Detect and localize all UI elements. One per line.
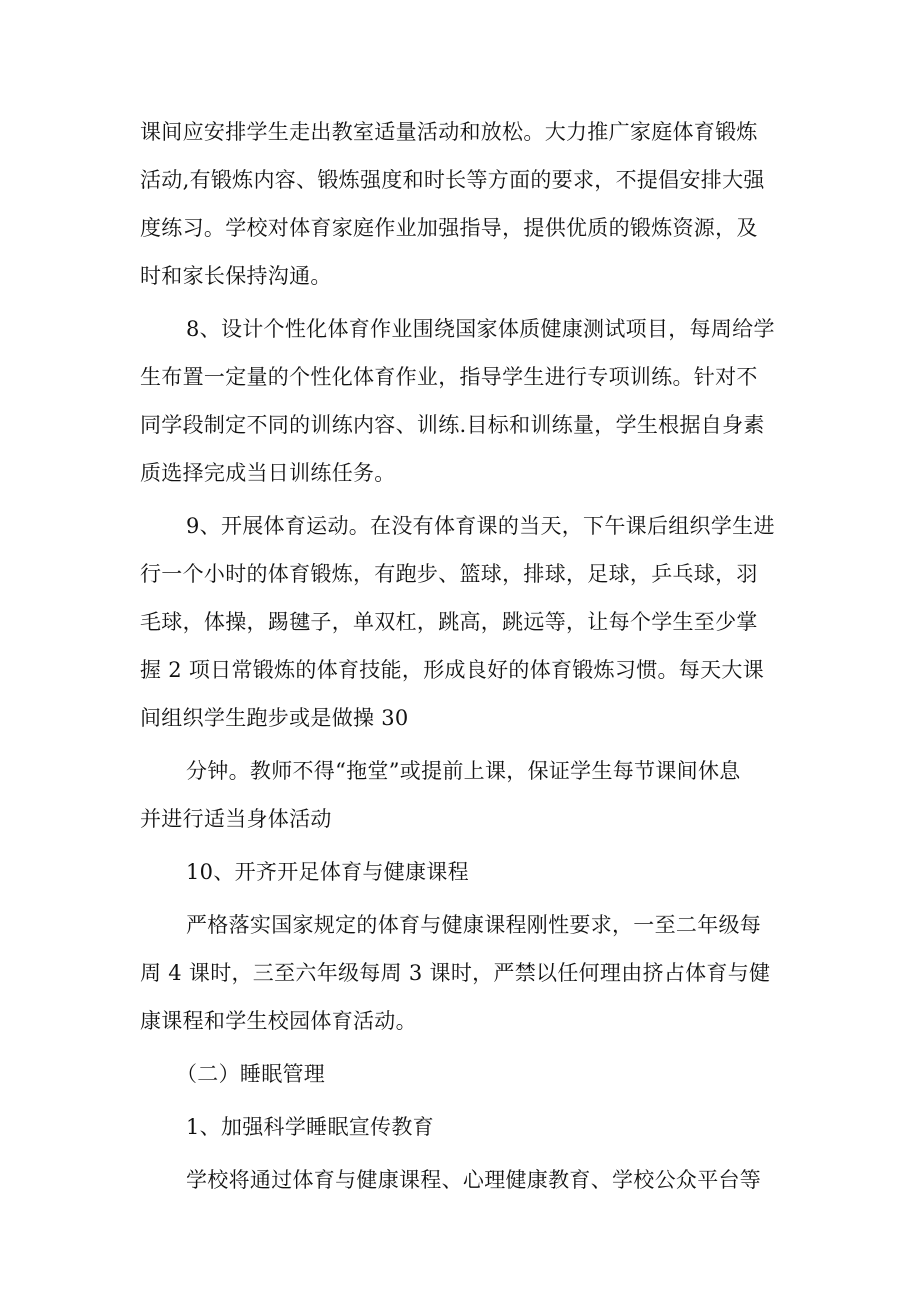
- text-line: 10、开齐开足体育与健康课程: [186, 860, 469, 884]
- section-heading-sleep-education: [140, 1103, 780, 1151]
- text-line: 严格落实国家规定的体育与健康课程刚性要求，一至二年级每: [186, 913, 762, 937]
- text-line: （二）睡眠管理: [176, 1062, 326, 1086]
- paragraph-no-overtime: [140, 747, 780, 843]
- text-line: 度练习。学校对体育家庭作业加强指导，提供优质的锻炼资源，及: [140, 216, 758, 240]
- paragraph-sleep-education: [140, 1156, 780, 1204]
- text-line: 课间应安排学生走出教室适量活动和放松。大力推广家庭体育锻炼: [140, 120, 758, 144]
- text-line: 康课程和学生校园体育活动。: [140, 1009, 417, 1033]
- text-line: 学校将通过体育与健康课程、心理健康教育、学校公众平台等: [186, 1168, 762, 1192]
- section-heading-sleep-management: [140, 1050, 780, 1098]
- text-line: 并进行适当身体活动: [140, 807, 332, 831]
- paragraph-sports-activities: [140, 502, 780, 742]
- section-heading-pe-curriculum: [140, 848, 780, 896]
- paragraph-personalized-homework: [140, 305, 780, 497]
- text-line: 周 4 课时，三至六年级每周 3 课时，严禁以任何理由挤占体育与健: [140, 961, 771, 985]
- document-body: [140, 108, 780, 1204]
- text-line: 质选择完成当日训练任务。: [140, 461, 396, 485]
- text-line: 分钟。教师不得“拖堂”或提前上课，保证学生每节课间休息: [186, 759, 741, 783]
- text-line: 毛球，体操，踢毽子，单双杠，跳高，跳远等，让每个学生至少掌: [140, 610, 758, 634]
- text-line: 8、设计个性化体育作业围绕国家体质健康测试项目，每周给学: [186, 317, 775, 341]
- text-line: 行一个小时的体育锻炼，有跑步、篮球，排球，足球，乒乓球，羽: [140, 562, 758, 586]
- text-line: 时和家长保持沟通。: [140, 264, 332, 288]
- text-line: 9、开展体育运动。在没有体育课的当天，下午课后组织学生进: [186, 514, 775, 538]
- text-line: 同学段制定不同的训练内容、训练.目标和训练量，学生根据自身素: [140, 413, 765, 437]
- text-line: 1、加强科学睡眠宣传教育: [186, 1115, 434, 1139]
- paragraph-home-exercise: [140, 108, 780, 300]
- text-line: 间组织学生跑步或是做操 30: [140, 706, 409, 730]
- text-line: 生布置一定量的个性化体育作业，指导学生进行专项训练。针对不: [140, 365, 758, 389]
- text-line: 活动,有锻炼内容、锻炼强度和时长等方面的要求，不提倡安排大强: [140, 168, 765, 192]
- paragraph-curriculum-requirements: [140, 901, 780, 1045]
- text-line: 握 2 项日常锻炼的体育技能，形成良好的体育锻炼习惯。每天大课: [140, 658, 765, 682]
